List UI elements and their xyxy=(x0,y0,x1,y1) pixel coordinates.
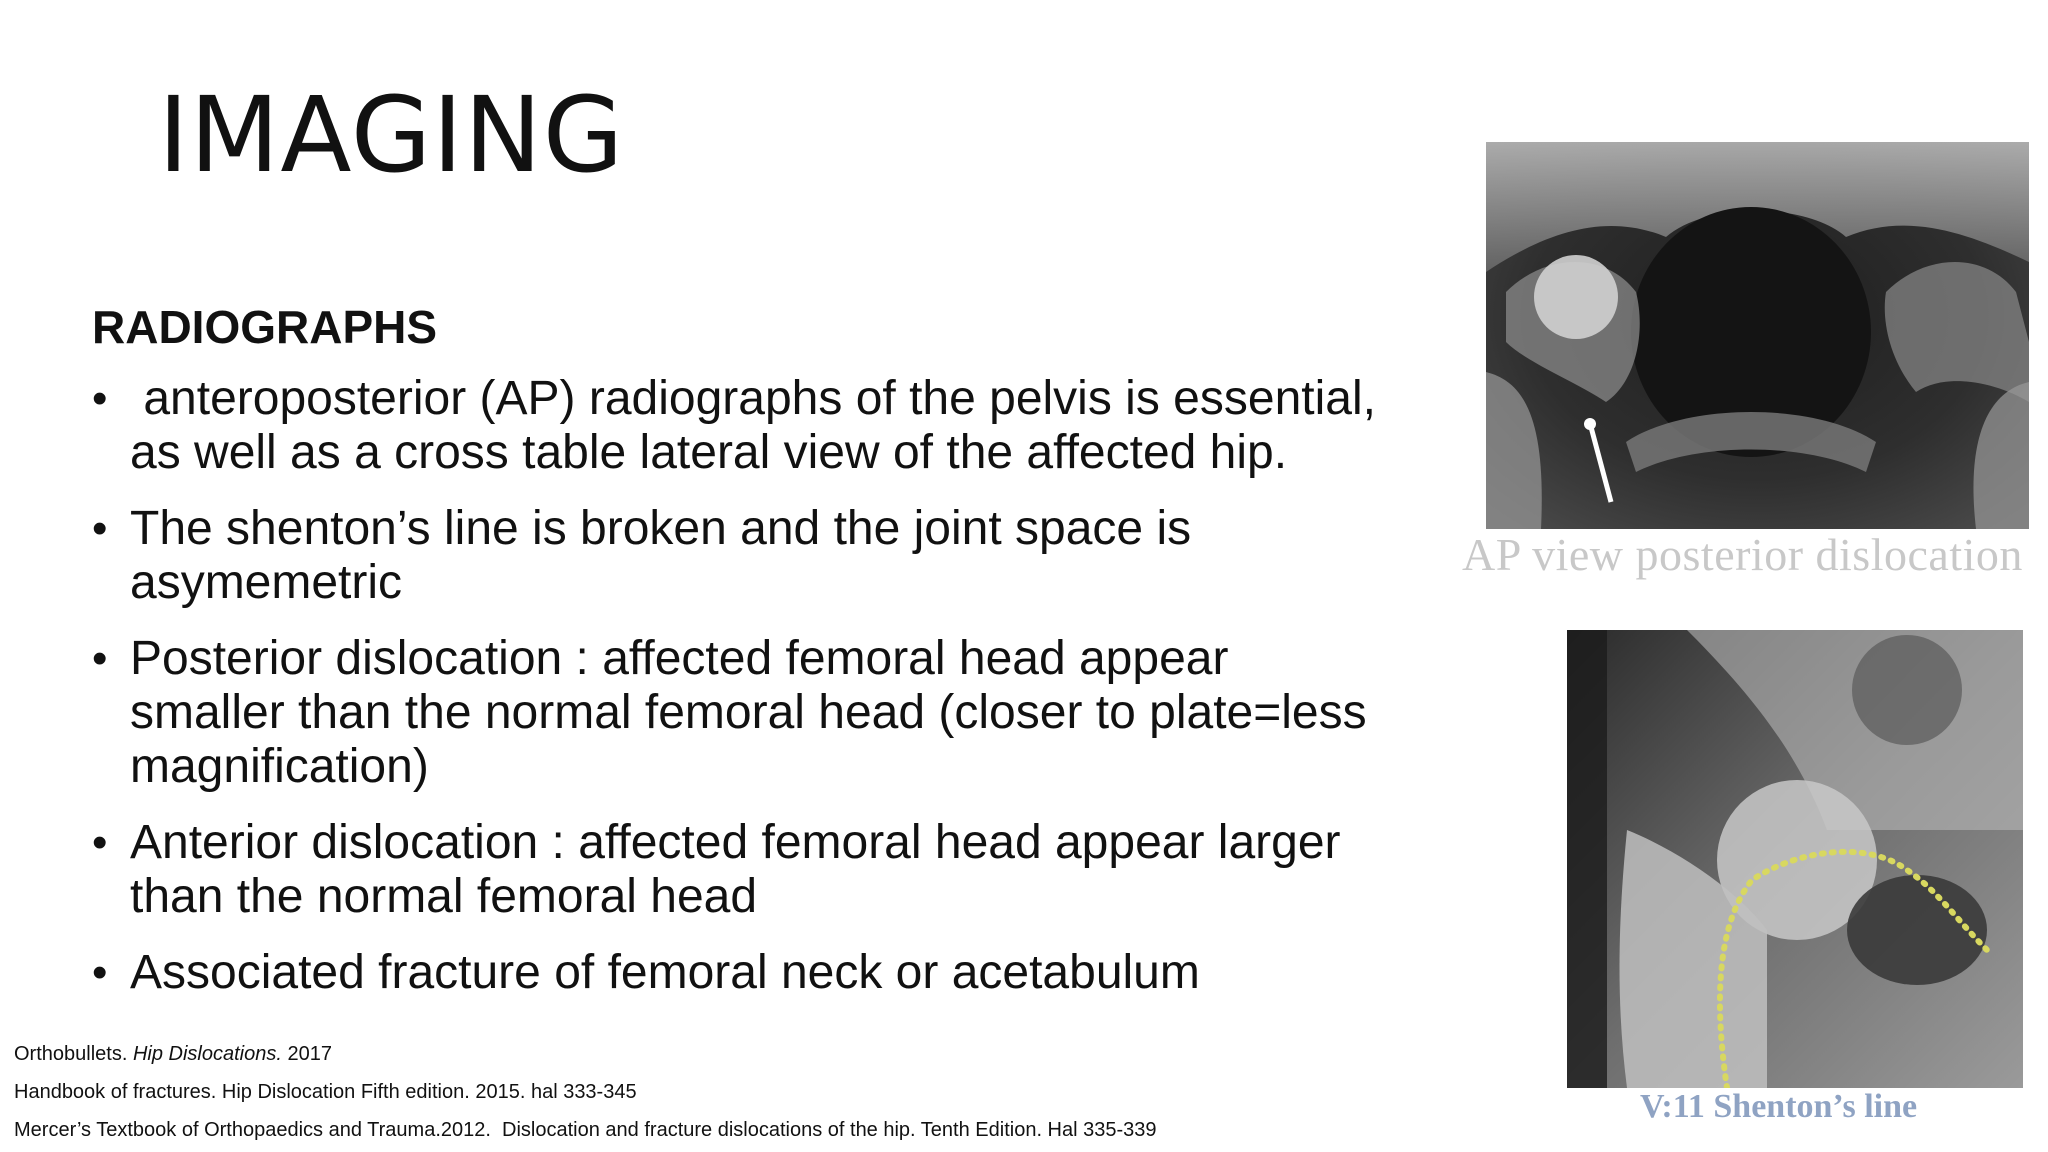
section-heading: RADIOGRAPHS xyxy=(92,301,438,353)
reference-text: Mercer’s Textbook of Orthopaedics and Trauma.2012. Dislocation and fracture dislocations of the hip. Tenth Edition. Hal 335-339 xyxy=(14,1119,1157,1141)
bullet-list xyxy=(92,372,1472,1022)
bullet-item xyxy=(92,502,1472,610)
shenton-line-caption: V:11 Shenton’s line xyxy=(1640,1088,1918,1125)
slide-title: IMAGING xyxy=(158,74,625,196)
bullet-line: Anterior dislocation : affected femoral head appear larger xyxy=(130,816,1341,869)
bullet-line: The shenton’s line is broken and the joint space is xyxy=(130,502,1192,555)
ap-pelvis-xray-image xyxy=(1486,142,2029,529)
bullet-item xyxy=(92,632,1472,794)
xray-shenton-graphic xyxy=(1567,630,2023,1088)
bullet-item xyxy=(92,816,1472,924)
bullet-line: anteroposterior (AP) radiographs of the pelvis is essential, xyxy=(130,372,1376,425)
bullet-item xyxy=(92,946,1472,1000)
bullet-icon: • xyxy=(92,948,108,997)
ap-view-caption: AP view posterior dislocation xyxy=(1462,529,2023,580)
bullet-line: Associated fracture of femoral neck or acetabulum xyxy=(130,946,1200,999)
bullet-icon: • xyxy=(92,374,108,423)
reference-text: Handbook of fractures. Hip Dislocation Fifth edition. 2015. hal 333-345 xyxy=(14,1081,637,1103)
bullet-line: Posterior dislocation : affected femoral head appear xyxy=(130,632,1229,685)
reference-text: Orthobullets. xyxy=(14,1043,133,1065)
reference-item xyxy=(14,1111,1157,1149)
reference-item xyxy=(14,1035,1157,1073)
reference-text: 2017 xyxy=(281,1043,332,1065)
shenton-line-xray-image xyxy=(1567,630,2023,1088)
references xyxy=(14,1035,1157,1149)
bullet-item xyxy=(92,372,1472,480)
bullet-line: smaller than the normal femoral head (closer to plate=less xyxy=(130,686,1367,739)
bullet-line: asymemetric xyxy=(130,556,403,609)
reference-item xyxy=(14,1073,1157,1111)
bullet-line: than the normal femoral head xyxy=(130,870,758,923)
bullet-icon: • xyxy=(92,818,108,867)
bullet-line: as well as a cross table lateral view of the affected hip. xyxy=(130,426,1288,479)
xray-ap-graphic xyxy=(1486,142,2029,529)
reference-title: Hip Dislocations. xyxy=(132,1043,282,1065)
bullet-icon: • xyxy=(92,634,108,683)
bullet-line: magnification) xyxy=(130,740,429,793)
bullet-icon: • xyxy=(92,504,108,553)
